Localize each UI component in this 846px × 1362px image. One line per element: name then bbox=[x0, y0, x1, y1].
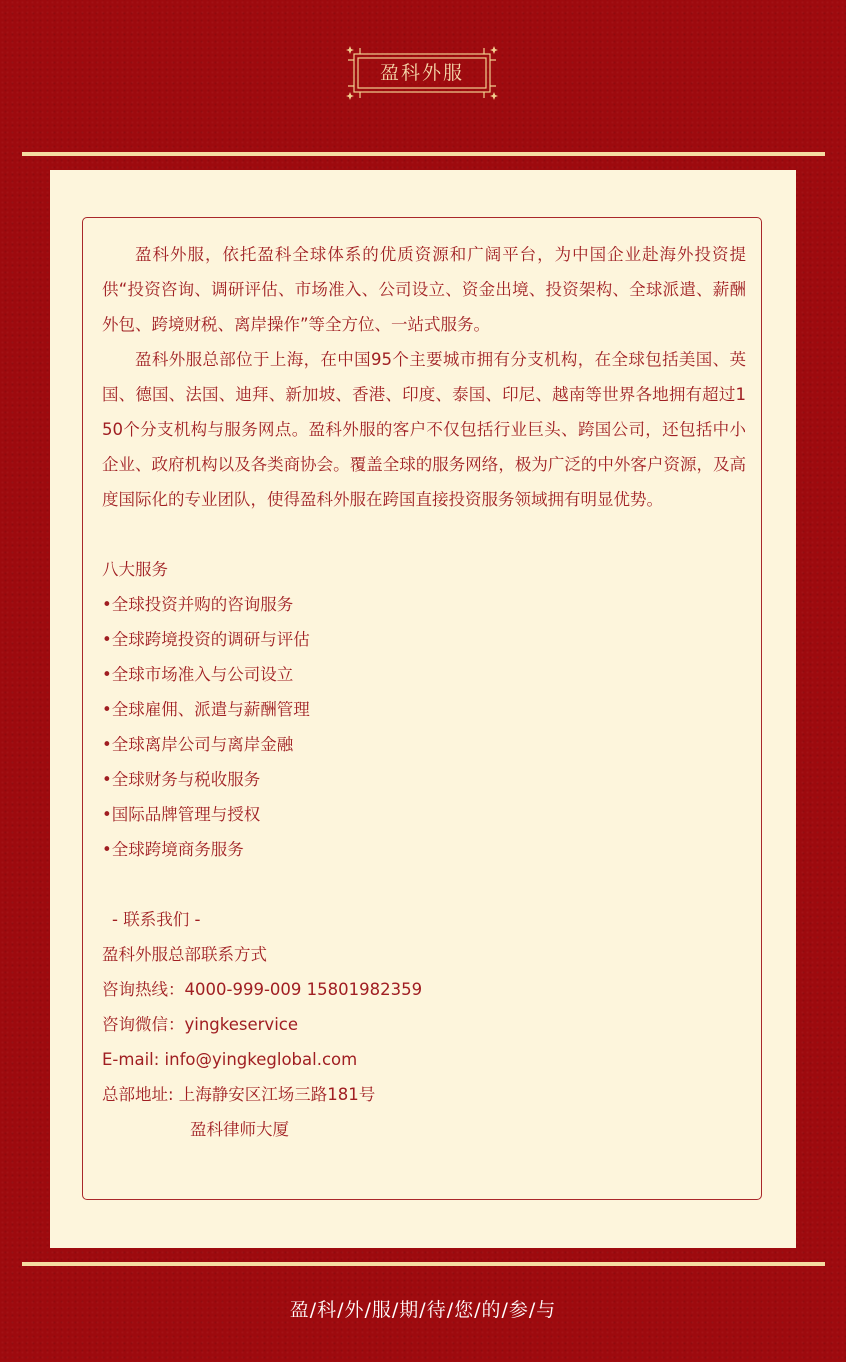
page-title: 盈科外服 bbox=[379, 62, 464, 84]
spacer bbox=[102, 517, 746, 552]
contact-email: E-mail: info@yingkeglobal.com bbox=[102, 1050, 358, 1069]
contact-heading: - 联系我们 - bbox=[112, 910, 201, 929]
service-item: •国际品牌管理与授权 bbox=[102, 805, 261, 824]
contact-address-line2: 盈科律师大厦 bbox=[190, 1120, 289, 1139]
service-item: •全球财务与税收服务 bbox=[102, 770, 261, 789]
contact-address: 总部地址: 上海静安区江场三路181号 bbox=[102, 1085, 376, 1104]
top-divider bbox=[22, 152, 825, 156]
intro-paragraph-2: 盈科外服总部位于上海，在中国95个主要城市拥有分支机构，在全球包括美国、英国、德国、法国、迪拜、新加坡、香港、印度、泰国、印尼、越南等世界各地拥有超过150个分支机构与服务网点。盈科外服的客户不仅包括行业巨头、跨国公司，还包括中小企业、政府机构以及各类商协会。覆盖全球的服务网络，极为广泛的中外客户资源，及高度国际化的专业团队，使得盈科外服在跨国直接投资服务领域拥有明显优势。 bbox=[102, 350, 746, 509]
title-badge bbox=[346, 46, 498, 100]
contact-wechat: 咨询微信：yingkeservice bbox=[102, 1015, 299, 1034]
service-item: •全球跨境商务服务 bbox=[102, 840, 244, 859]
contact-hotline: 咨询热线：4000-999-009 15801982359 bbox=[102, 980, 423, 999]
bottom-divider bbox=[22, 1262, 825, 1266]
service-item: •全球离岸公司与离岸金融 bbox=[102, 735, 294, 754]
content-body bbox=[102, 237, 746, 1147]
intro-paragraph-1: 盈科外服，依托盈科全球体系的优质资源和广阔平台，为中国企业赴海外投资提供“投资咨询、调研评估、市场准入、公司设立、资金出境、投资架构、全球派遣、薪酬外包、跨境财税、离岸操作”等全方位、一站式服务。 bbox=[102, 245, 746, 334]
services-heading: 八大服务 bbox=[102, 560, 168, 579]
contact-subtitle: 盈科外服总部联系方式 bbox=[102, 945, 267, 964]
spacer bbox=[102, 867, 746, 902]
service-item: •全球雇佣、派遣与薪酬管理 bbox=[102, 700, 310, 719]
service-item: •全球市场准入与公司设立 bbox=[102, 665, 294, 684]
service-item: •全球跨境投资的调研与评估 bbox=[102, 630, 310, 649]
footer-slogan: 盈/科/外/服/期/待/您/的/参/与 bbox=[289, 1299, 557, 1321]
service-item: •全球投资并购的咨询服务 bbox=[102, 595, 294, 614]
